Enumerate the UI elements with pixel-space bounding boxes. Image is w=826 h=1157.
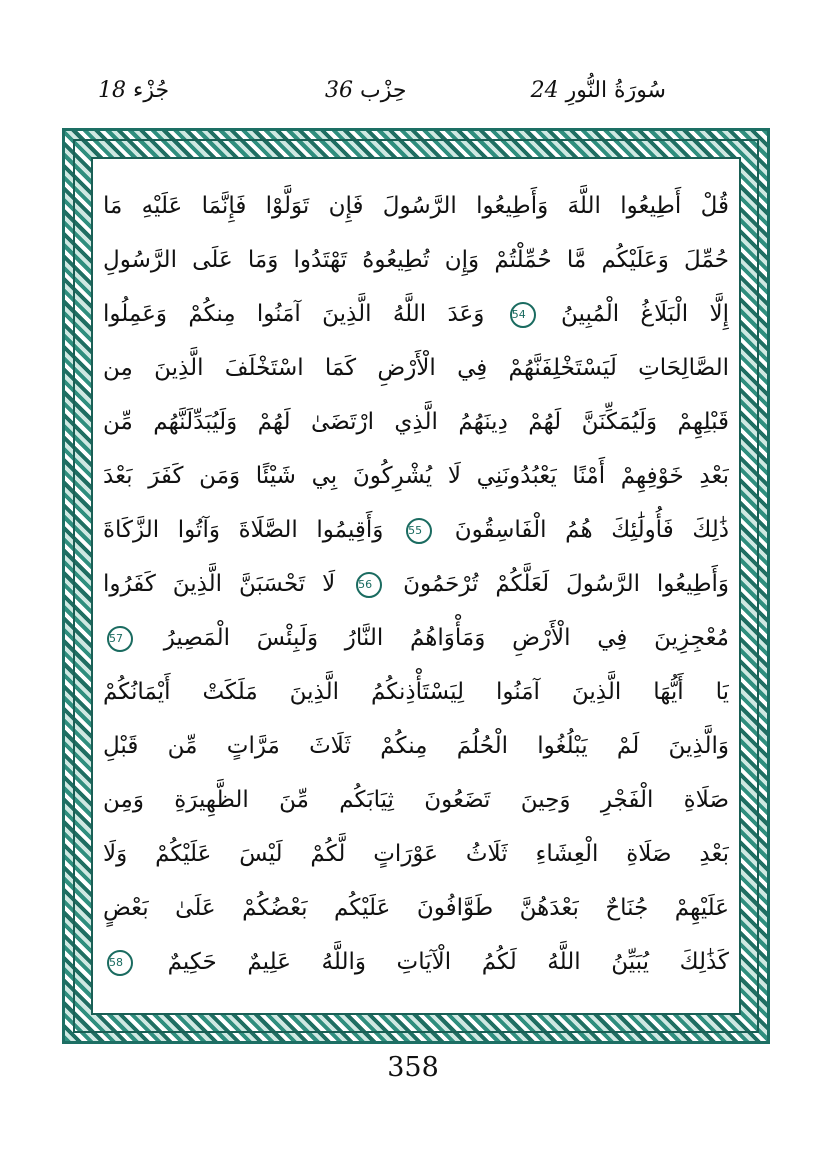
- text-line: [103, 611, 729, 665]
- surah-indicator: [531, 78, 666, 103]
- text-line: [103, 557, 729, 611]
- line-text: قُلْ أَطِيعُوا اللَّهَ وَأَطِيعُوا الرَّسُولَ فَإِن تَوَلَّوْا فَإِنَّمَا عَلَيْهِ مَا: [103, 193, 729, 219]
- hizb-label: حِزْب: [360, 78, 407, 103]
- text-line: [103, 935, 729, 989]
- text-line: [103, 827, 729, 881]
- line-text: صَلَاةِ الْفَجْرِ وَحِينَ تَضَعُونَ ثِيَابَكُم مِّنَ الظَّهِيرَةِ وَمِن: [103, 787, 729, 813]
- line-text-after: وَعَدَ اللَّهُ الَّذِينَ آمَنُوا مِنكُمْ وَعَمِلُوا: [103, 301, 485, 327]
- ornamental-frame: [62, 128, 770, 1044]
- line-text: حُمِّلَ وَعَلَيْكُم مَّا حُمِّلْتُمْ وَإِن تُطِيعُوهُ تَهْتَدُوا وَمَا عَلَى الرَّسُولِ: [103, 247, 729, 273]
- line-text: قَبْلِهِمْ وَلَيُمَكِّنَنَّ لَهُمْ دِينَهُمُ الَّذِي ارْتَضَىٰ لَهُمْ وَلَيُبَدِّلَنَّهُم مِّن: [103, 409, 729, 435]
- text-panel: [91, 157, 741, 1015]
- text-line: [103, 503, 729, 557]
- line-text: وَالَّذِينَ لَمْ يَبْلُغُوا الْحُلُمَ مِنكُمْ ثَلَاثَ مَرَّاتٍ مِّن قَبْلِ: [103, 733, 729, 759]
- page-header: [0, 78, 826, 118]
- line-text: ذَٰلِكَ فَأُولَٰئِكَ هُمُ الْفَاسِقُونَ: [454, 517, 729, 543]
- text-line: [103, 341, 729, 395]
- line-text: كَذَٰلِكَ يُبَيِّنُ اللَّهُ لَكُمُ الْآيَاتِ وَاللَّهُ عَلِيمٌ حَكِيمٌ: [167, 949, 729, 975]
- text-line: [103, 287, 729, 341]
- text-line: [103, 665, 729, 719]
- line-text: إِلَّا الْبَلَاغُ الْمُبِينُ: [561, 301, 729, 327]
- quran-text: [103, 179, 729, 989]
- page-number: 358: [387, 1052, 439, 1083]
- hizb-number: 36: [325, 78, 353, 103]
- line-text: بَعْدِ خَوْفِهِمْ أَمْنًا يَعْبُدُونَنِي لَا يُشْرِكُونَ بِي شَيْئًا وَمَن كَفَرَ بَعْدَ: [103, 463, 729, 489]
- juz-label: جُزْء: [133, 78, 170, 103]
- line-text: عَلَيْهِمْ جُنَاحٌ بَعْدَهُنَّ طَوَّافُونَ عَلَيْكُم بَعْضُكُمْ عَلَىٰ بَعْضٍ: [103, 895, 729, 921]
- line-text-after: لَا تَحْسَبَنَّ الَّذِينَ كَفَرُوا: [103, 571, 336, 597]
- text-line: [103, 881, 729, 935]
- text-line: [103, 179, 729, 233]
- line-text: مُعْجِزِينَ فِي الْأَرْضِ وَمَأْوَاهُمُ النَّارُ وَلَبِئْسَ الْمَصِيرُ: [163, 625, 729, 651]
- text-line: [103, 773, 729, 827]
- juz-indicator: [98, 78, 169, 103]
- line-text: يَا أَيُّهَا الَّذِينَ آمَنُوا لِيَسْتَأْذِنكُمُ الَّذِينَ مَلَكَتْ أَيْمَانُكُمْ: [103, 679, 729, 705]
- surah-name: سُورَةُ النُّورِ: [565, 78, 666, 103]
- text-line: [103, 395, 729, 449]
- surah-number: 24: [530, 78, 559, 103]
- text-line: [103, 233, 729, 287]
- ayah-number-marker: 57: [107, 626, 133, 652]
- juz-number: 18: [98, 78, 126, 103]
- ayah-number-marker: 58: [107, 950, 133, 976]
- ayah-number-marker: 55: [406, 518, 432, 544]
- text-line: [103, 719, 729, 773]
- ayah-number-marker: 54: [510, 302, 536, 328]
- hizb-indicator: [325, 78, 406, 103]
- ayah-number-marker: 56: [356, 572, 382, 598]
- line-text: بَعْدِ صَلَاةِ الْعِشَاءِ ثَلَاثُ عَوْرَاتٍ لَّكُمْ لَيْسَ عَلَيْكُمْ وَلَا: [103, 841, 729, 867]
- line-text-after: وَأَقِيمُوا الصَّلَاةَ وَآتُوا الزَّكَاةَ: [103, 517, 384, 543]
- line-text: الصَّالِحَاتِ لَيَسْتَخْلِفَنَّهُمْ فِي الْأَرْضِ كَمَا اسْتَخْلَفَ الَّذِينَ مِن: [103, 355, 729, 381]
- line-text: وَأَطِيعُوا الرَّسُولَ لَعَلَّكُمْ تُرْحَمُونَ: [403, 571, 729, 597]
- text-line: [103, 449, 729, 503]
